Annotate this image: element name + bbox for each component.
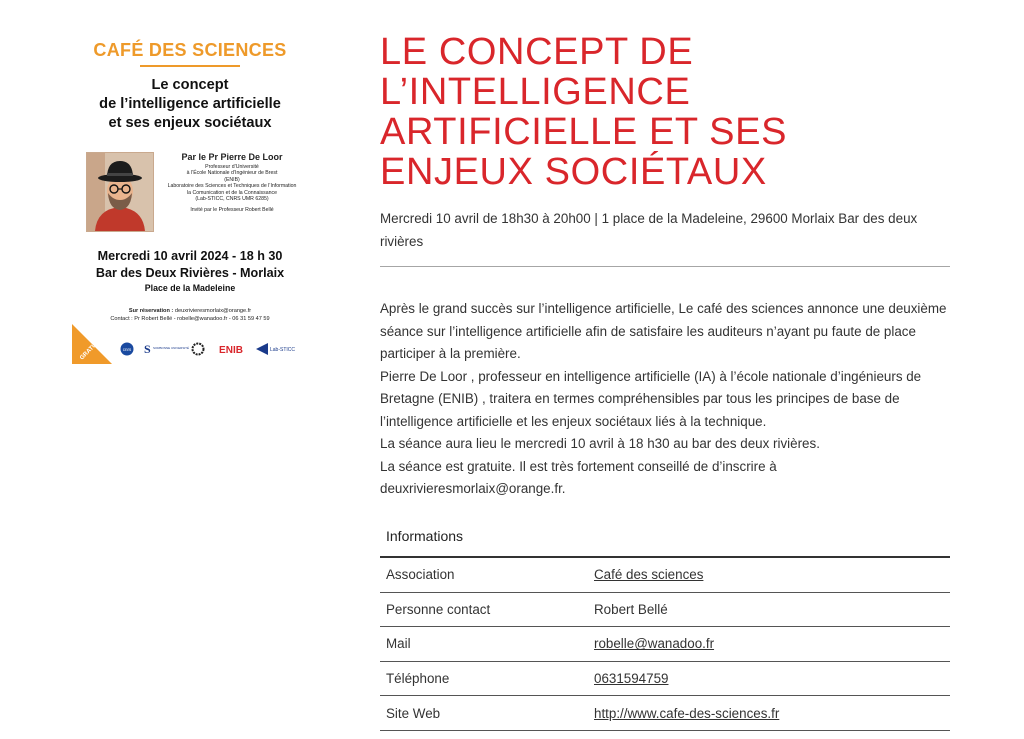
event-poster bbox=[72, 34, 308, 364]
partner-logos bbox=[118, 340, 298, 358]
info-table bbox=[380, 558, 950, 731]
svg-text:SORBONNE UNIVERSITÉ: SORBONNE UNIVERSITÉ bbox=[153, 346, 190, 350]
lab-sticc-logo bbox=[256, 342, 296, 356]
poster-invited: Invité par le Professeur Robert Bellé bbox=[190, 207, 274, 214]
table-row bbox=[380, 696, 950, 731]
mail-link[interactable]: robelle@wanadoo.fr bbox=[594, 636, 715, 652]
cnrs-logo bbox=[118, 342, 136, 356]
svg-text:S: S bbox=[144, 342, 151, 356]
table-row bbox=[380, 661, 950, 696]
poster-date: Mercredi 10 avril 2024 - 18 h 30 bbox=[97, 249, 283, 263]
poster-title-line: Le concept bbox=[151, 77, 229, 93]
info-label: Personne contact bbox=[380, 592, 588, 627]
table-row bbox=[380, 592, 950, 627]
poster-date-venue bbox=[72, 248, 308, 294]
svg-text:cnrs: cnrs bbox=[122, 347, 132, 352]
poster-reservation-label: Sur réservation : bbox=[128, 308, 174, 314]
table-row bbox=[380, 558, 950, 592]
poster-title-line: et ses enjeux sociétaux bbox=[108, 115, 272, 131]
poster-contact-line: Contact : Pr Robert Bellé - robelle@wanadoo.fr - 06 31 59 47 59 bbox=[110, 316, 270, 322]
info-label: Association bbox=[380, 558, 588, 592]
event-title-line: LE CONCEPT DE bbox=[380, 31, 694, 73]
description-paragraph: Pierre De Loor , professeur en intelligence artificielle (IA) à l’école nationale d’ingénieurs de Bretagne (ENIB) , traitera en termes compréhensibles par tous les principes de base de l’intelligence artificielle et les enjeux sociétaux liés à la technique. bbox=[380, 368, 922, 429]
gratuit-ribbon-text: GRATUIT bbox=[79, 338, 102, 362]
svg-text:Lab-STICC: Lab-STICC bbox=[270, 347, 296, 353]
event-title bbox=[380, 32, 900, 192]
poster-speaker-line: (Lab-STICC, CNRS UMR 6285) bbox=[195, 196, 269, 203]
poster-venue: Bar des Deux Rivières - Morlaix bbox=[95, 266, 285, 280]
poster-speaker-line: Professeur d’Université bbox=[205, 164, 259, 170]
ring-logo bbox=[190, 342, 206, 356]
poster-title bbox=[72, 76, 308, 133]
phone-link[interactable]: 0631594759 bbox=[594, 671, 669, 687]
speaker-photo bbox=[86, 152, 154, 232]
event-title-line: ARTIFICIELLE ET SES bbox=[380, 111, 788, 153]
info-label: Site Web bbox=[380, 696, 588, 731]
website-link[interactable]: http://www.cafe-des-sciences.fr bbox=[594, 705, 780, 721]
table-row bbox=[380, 627, 950, 662]
poster-speaker-name: Par le Pr Pierre De Loor bbox=[181, 152, 283, 162]
poster-speaker-block bbox=[158, 152, 306, 214]
event-title-line: ENJEUX SOCIÉTAUX bbox=[380, 151, 767, 193]
description-paragraph: La séance aura lieu le mercredi 10 avril à 18 h30 au bar des deux rivières. bbox=[380, 436, 820, 451]
event-title-line: L’INTELLIGENCE bbox=[380, 71, 691, 113]
sorbonne-logo bbox=[144, 342, 190, 356]
poster-brand: CAFÉ DES SCIENCES bbox=[93, 40, 287, 60]
poster-brand-underline bbox=[140, 65, 240, 67]
info-value bbox=[588, 696, 950, 731]
association-link[interactable]: Café des sciences bbox=[594, 567, 704, 583]
description-paragraph: Après le grand succès sur l’intelligence artificielle, Le café des sciences annonce une deuxième séance sur l’intelligence artificielle afin de satisfaire les auditeurs n’ayant pu faute de place participer à la première. bbox=[380, 301, 947, 361]
svg-text:ENIB: ENIB bbox=[219, 345, 243, 356]
info-value bbox=[588, 661, 950, 696]
event-description bbox=[380, 298, 960, 501]
info-heading: Informations bbox=[386, 528, 464, 544]
description-paragraph: La séance est gratuite. Il est très fortement conseillé de d’inscrire à deuxrivieresmorlaix@orange.fr. bbox=[380, 458, 777, 496]
poster-speaker-line: Laboratoire des Sciences et Techniques de l’Information bbox=[167, 183, 297, 190]
poster-place: Place de la Madeleine bbox=[144, 283, 236, 293]
gratuit-ribbon bbox=[72, 324, 112, 364]
poster-title-line: de l’intelligence artificielle bbox=[99, 96, 281, 112]
info-value bbox=[588, 627, 950, 662]
info-value: Robert Bellé bbox=[588, 592, 950, 627]
poster-reservation-email: deuxrivieresmorlaix@orange.fr bbox=[174, 308, 252, 314]
poster-speaker-line: la Comunication et de la Connaissance bbox=[187, 189, 277, 196]
info-label: Mail bbox=[380, 627, 588, 662]
enib-logo bbox=[214, 342, 248, 356]
poster-speaker-line: (ENIB) bbox=[224, 176, 240, 183]
divider bbox=[380, 266, 950, 267]
event-meta: Mercredi 10 avril de 18h30 à 20h00 | 1 place de la Madeleine, 29600 Morlaix Bar des deux rivières bbox=[380, 211, 918, 249]
poster-contact bbox=[72, 307, 308, 323]
info-label: Téléphone bbox=[380, 661, 588, 696]
poster-speaker-line: à l’École Nationale d’Ingénieur de Brest bbox=[186, 170, 278, 177]
info-value bbox=[588, 558, 950, 592]
